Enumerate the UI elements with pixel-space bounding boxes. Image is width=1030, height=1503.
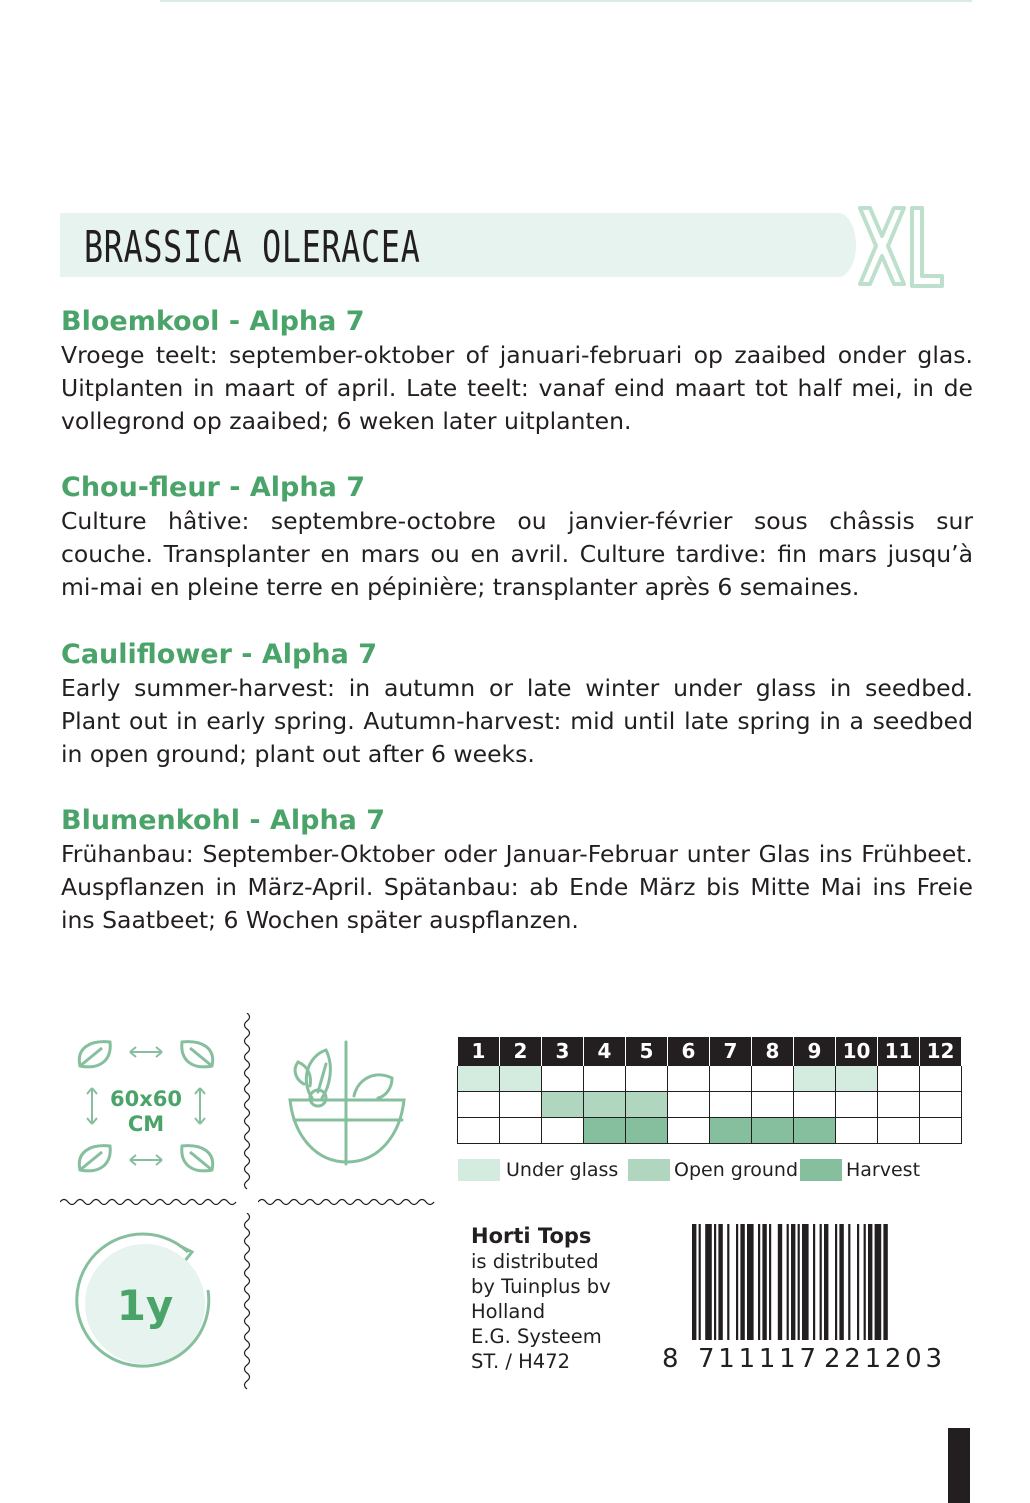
month-label: 7 (710, 1037, 752, 1065)
calendar-cell (878, 1091, 920, 1117)
annual-cycle-icon (70, 1228, 220, 1378)
calendar-cell (878, 1065, 920, 1091)
calendar-cell (500, 1065, 542, 1091)
barcode-bar (787, 1224, 789, 1340)
calendar-cell (836, 1117, 878, 1143)
month-label: 6 (668, 1037, 710, 1065)
barcode-digit-first: 8 (662, 1344, 679, 1372)
calendar-cell (752, 1091, 794, 1117)
legend-swatch (458, 1159, 500, 1181)
barcode-bar (692, 1224, 696, 1340)
calendar-cell (458, 1091, 500, 1117)
calendar-row-harvest (458, 1117, 962, 1143)
legend-harvest (800, 1158, 920, 1182)
section-german (61, 804, 973, 937)
calendar-cell (878, 1117, 920, 1143)
barcode-bar (848, 1224, 850, 1340)
spacing-value: 60x60 (110, 1087, 182, 1111)
legend-swatch (800, 1159, 842, 1181)
wavy-divider-vertical (240, 1213, 254, 1393)
month-label: 5 (626, 1037, 668, 1065)
section-text: Early summer-harvest: in autumn or late winter under glass in seedbed. Plant out in early spring. Autumn-harvest: mid until late spring in a seedbed in open ground; plant out after 6 weeks. (61, 674, 973, 768)
calendar-row-open-ground (458, 1091, 962, 1117)
xl-badge-text: XL (852, 200, 854, 201)
barcode-bar (875, 1224, 882, 1340)
barcode-bar (883, 1224, 887, 1340)
month-label: 4 (584, 1037, 626, 1065)
section-title: Chou-fleur - Alpha 7 (61, 472, 365, 503)
calendar-cell (668, 1065, 710, 1091)
calendar-cell (500, 1117, 542, 1143)
calendar-month-row (458, 1037, 962, 1065)
calendar-cell (794, 1091, 836, 1117)
calendar-cell (626, 1065, 668, 1091)
month-label: 8 (752, 1037, 794, 1065)
calendar-cell (794, 1117, 836, 1143)
black-registration-mark (948, 1428, 970, 1503)
calendar-cell (710, 1117, 752, 1143)
legend-label: Open ground (674, 1158, 799, 1181)
month-label: 12 (920, 1037, 962, 1065)
barcode-bar (747, 1224, 754, 1340)
calendar-cell (458, 1117, 500, 1143)
barcode-bar (740, 1224, 744, 1340)
barcode-bar (769, 1224, 771, 1340)
barcode-bar (802, 1224, 809, 1340)
barcode-bar (736, 1224, 738, 1340)
barcode-bar (813, 1224, 815, 1340)
barcode-bar (714, 1224, 716, 1340)
barcode-bar (762, 1224, 766, 1340)
barcode-digits-right: 221203 (824, 1344, 942, 1372)
legend-under-glass (458, 1158, 618, 1182)
legend-label: Under glass (506, 1158, 619, 1181)
xl-badge-icon (852, 200, 947, 295)
barcode-bar (820, 1224, 822, 1340)
month-label: 3 (542, 1037, 584, 1065)
calendar-cell (920, 1065, 962, 1091)
barcode (662, 1222, 962, 1372)
barcode-digits-left: 711117 (698, 1344, 816, 1372)
calendar-cell (836, 1065, 878, 1091)
section-title: Cauliflower - Alpha 7 (61, 639, 378, 670)
sowing-calendar (457, 1037, 962, 1144)
month-label: 11 (878, 1037, 920, 1065)
section-french (61, 471, 973, 604)
barcode-bar (839, 1224, 843, 1340)
calendar-cell (542, 1065, 584, 1091)
wavy-divider-horizontal (258, 1196, 436, 1208)
barcode-bar (718, 1224, 722, 1340)
plant-spacing-icon (66, 1030, 226, 1180)
calendar-cell (668, 1117, 710, 1143)
barcode-bar (835, 1224, 837, 1340)
vegetable-bowl-icon (282, 1040, 412, 1170)
barcode-bar (857, 1224, 859, 1340)
calendar-cell (794, 1065, 836, 1091)
month-label: 9 (794, 1037, 836, 1065)
calendar-cell (626, 1117, 668, 1143)
month-label: 10 (836, 1037, 878, 1065)
section-english (61, 638, 973, 771)
section-title: Blumenkohl - Alpha 7 (61, 805, 386, 836)
month-label: 2 (500, 1037, 542, 1065)
barcode-bar (758, 1224, 760, 1340)
top-border-line (160, 0, 972, 2)
calendar-cell (626, 1091, 668, 1117)
calendar-cell (836, 1091, 878, 1117)
calendar-cell (920, 1117, 962, 1143)
wavy-divider-horizontal (60, 1196, 238, 1208)
latin-name: BRASSICA OLERACEA (84, 222, 421, 273)
legend-open-ground (628, 1158, 798, 1182)
legend-label: Harvest (846, 1158, 921, 1181)
calendar-cell (584, 1091, 626, 1117)
calendar-cell (668, 1091, 710, 1117)
distributor-line: Holland (471, 1300, 546, 1323)
spacing-unit: CM (127, 1112, 165, 1136)
calendar-cell (752, 1117, 794, 1143)
calendar-cell (584, 1065, 626, 1091)
barcode-bar (705, 1224, 712, 1340)
calendar-cell (584, 1117, 626, 1143)
barcode-bar (868, 1224, 872, 1340)
barcode-bar (778, 1224, 782, 1340)
distributor-line: ST. / H472 (471, 1350, 571, 1373)
calendar-cell (752, 1065, 794, 1091)
calendar-cell (710, 1065, 752, 1091)
section-dutch (61, 305, 973, 438)
section-text: Vroege teelt: september-oktober of januari-februari op zaaibed onder glas. Uitplanten in maart of april. Late teelt: vanaf eind maart tot half mei, in de vollegrond op zaaibed; 6 weken later uitplanten. (61, 341, 973, 435)
wavy-divider-vertical (240, 1013, 254, 1193)
section-title: Bloemkool - Alpha 7 (61, 306, 365, 337)
barcode-bar (824, 1224, 828, 1340)
distributor-line: is distributed (471, 1250, 599, 1273)
distributor-line: E.G. Systeem (471, 1325, 602, 1348)
calendar-cell (920, 1091, 962, 1117)
section-text: Frühanbau: September-Oktober oder Januar-Februar unter Glas ins Frühbeet. Auspflanzen in März-April. Spätanbau: ab Ende März bis Mitte Mai ins Freie ins Saatbeet; 6 Wochen später auspflanzen. (61, 840, 973, 934)
legend-swatch (628, 1159, 670, 1181)
section-text: Culture hâtive: septembre-octobre ou janvier-février sous châssis sur couche. Transplanter en mars ou en avril. Culture tardive: fin mars jusqu’à mi-mai en pleine terre en pépinière; transplanter après 6 semaines. (61, 507, 973, 601)
calendar-cell (458, 1065, 500, 1091)
barcode-bar (791, 1224, 795, 1340)
lifecycle-label: 1y (116, 1281, 174, 1330)
calendar-cell (542, 1091, 584, 1117)
calendar-cell (500, 1091, 542, 1117)
barcode-bar (727, 1224, 729, 1340)
calendar-row-under-glass (458, 1065, 962, 1091)
brand-name: Horti Tops (471, 1224, 592, 1248)
barcode-bar (798, 1224, 800, 1340)
distributor-info (471, 1224, 611, 1374)
calendar-cell (542, 1117, 584, 1143)
month-label: 1 (458, 1037, 500, 1065)
barcode-bar (699, 1224, 701, 1340)
calendar-cell (710, 1091, 752, 1117)
barcode-bar (864, 1224, 866, 1340)
distributor-line: by Tuinplus bv (471, 1275, 611, 1298)
